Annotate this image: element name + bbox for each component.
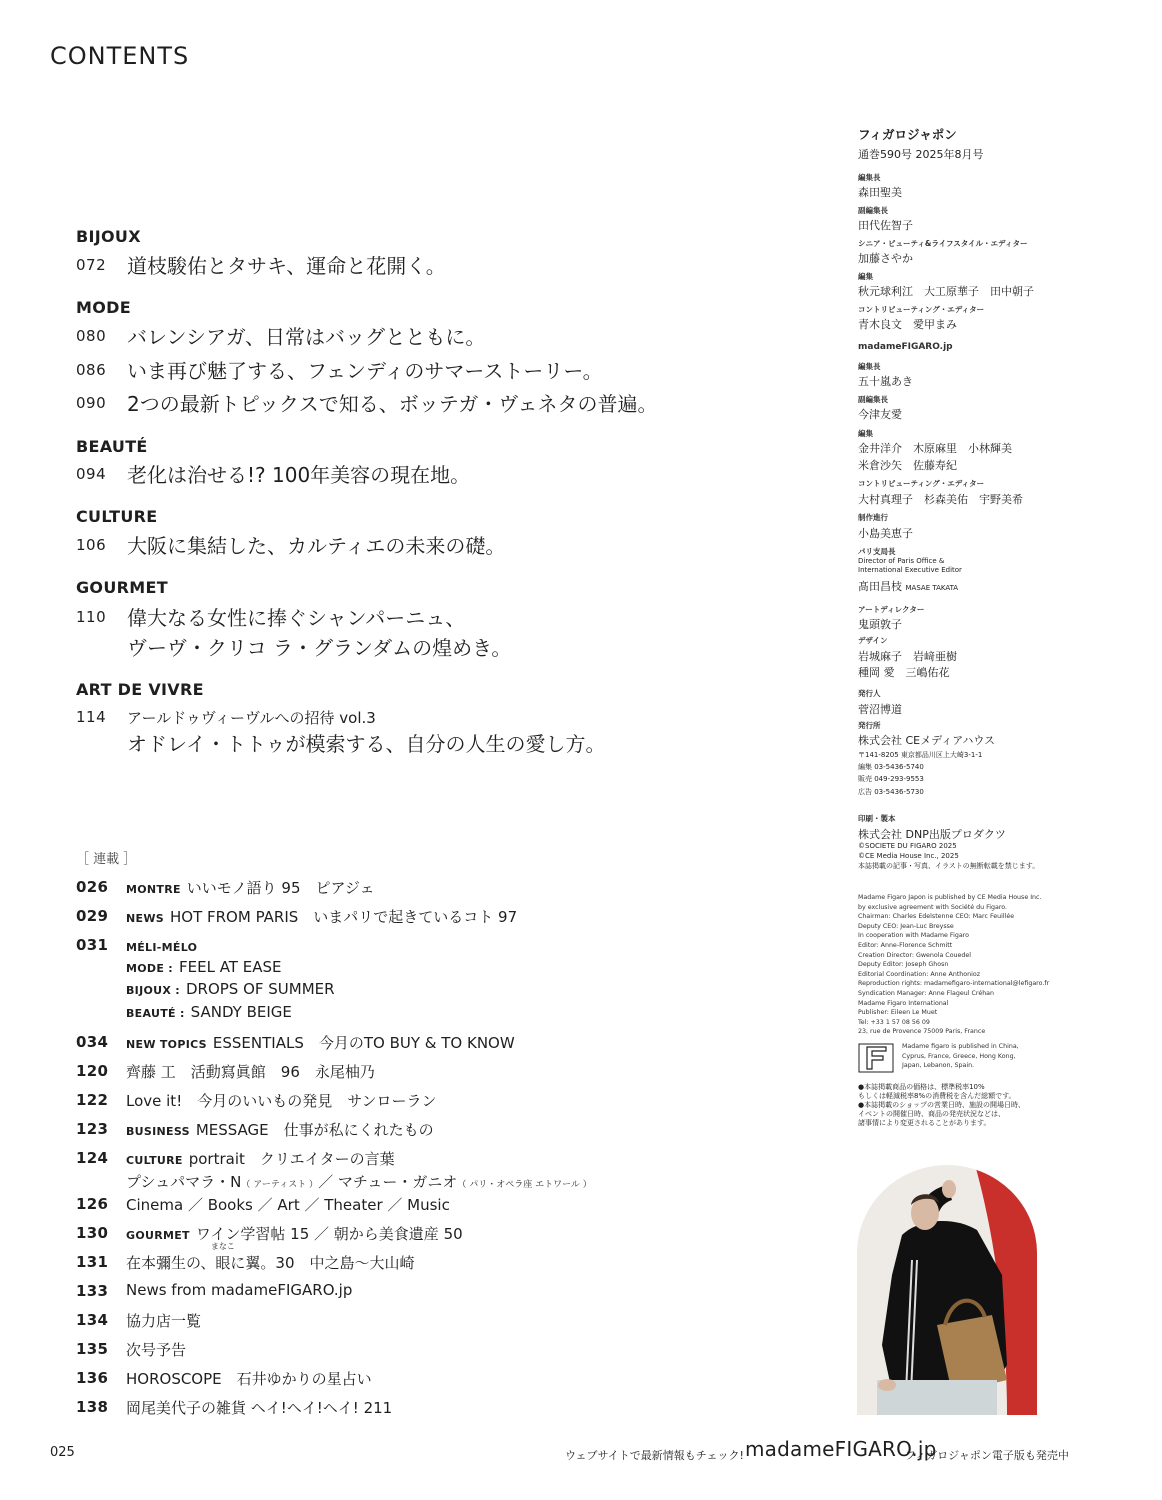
serial-page-number: 124: [76, 1149, 109, 1167]
serial-tag: MÉLI-MÉLO: [126, 941, 198, 954]
serial-text: FEEL AT EASE: [178, 958, 282, 976]
masthead-role: 制作進行: [858, 513, 888, 522]
serial-page-number: 130: [76, 1224, 109, 1242]
english-credit-line: Creation Director: Gwenola Couedel: [858, 951, 972, 959]
feature-title[interactable]: いま再び魅了する、フェンディのサマーストーリー。: [127, 359, 603, 383]
serial-text: いいモノ語り 95 ピアジェ: [186, 879, 375, 897]
masthead-name: 菅沼博道: [858, 703, 902, 716]
masthead-copyright: 本誌掲載の記事・写真、イラストの無断転載を禁じます。: [858, 862, 1040, 870]
masthead-role: 発行人: [858, 689, 881, 698]
masthead-name: 小島美恵子: [858, 527, 913, 540]
serial-item[interactable]: [126, 1032, 515, 1053]
serial-tag: BIJOUX :: [126, 984, 180, 997]
serial-tag: BEAUTÉ :: [126, 1007, 185, 1020]
masthead-name: 株式会社 CEメディアハウス: [858, 734, 996, 747]
section-heading-culture: CULTURE: [76, 507, 158, 526]
english-credit-line: Madame Figaro International: [858, 999, 949, 1007]
masthead-phone: 編集 03-5436-5740: [858, 763, 924, 771]
serial-page-number: 135: [76, 1340, 109, 1358]
feature-title[interactable]: 老化は治せる!? 100年美容の現在地。: [127, 463, 471, 487]
masthead-name: 加藤さやか: [858, 252, 913, 265]
feature-page-number: 086: [76, 361, 107, 379]
serial-page-number: 026: [76, 878, 109, 896]
ruby-base: 眼: [215, 1254, 231, 1272]
masthead-name: 岩城麻子 岩﨑亜樹: [858, 650, 957, 663]
serial-page-number: 034: [76, 1033, 109, 1051]
masthead-name: 金井洋介 木原麻里 小林輝美: [858, 442, 1012, 455]
price-note-line: 諸事情により変更されることがあります。: [858, 1119, 991, 1127]
serial-text: 齊藤 工 活動寫眞館 96 永尾柚乃: [126, 1063, 375, 1081]
serial-text: SANDY BEIGE: [190, 1003, 292, 1021]
masthead-role: シニア・ビューティ&ライフスタイル・エディター: [858, 239, 1028, 248]
published-in-line: Japan, Lebanon, Spain.: [902, 1062, 975, 1070]
serial-text: に翼。30 中之島〜大山崎: [230, 1254, 415, 1272]
masthead-role: 編集長: [858, 362, 881, 371]
serial-tag: BUSINESS: [126, 1125, 190, 1138]
serial-page-number: 134: [76, 1311, 109, 1329]
serial-subitem[interactable]: [126, 980, 335, 998]
published-in-line: Madame figaro is published in China,: [902, 1043, 1019, 1050]
english-credit-line: Tel: +33 1 57 08 56 09: [858, 1018, 930, 1026]
feature-title[interactable]: 2つの最新トピックスで知る、ボッテガ・ヴェネタの普遍。: [127, 392, 658, 416]
masthead-role: コントリビューティング・エディター: [858, 479, 985, 488]
serial-page-number: 123: [76, 1120, 109, 1138]
section-heading-bijoux: BIJOUX: [76, 227, 141, 246]
masthead-copyright: ©CE Media House Inc., 2025: [858, 852, 959, 860]
feature-page-number: 072: [76, 256, 107, 274]
published-in-note: [902, 1042, 1062, 1071]
serial-item[interactable]: [126, 877, 375, 898]
serial-item[interactable]: [126, 1061, 375, 1082]
feature-page-number: 094: [76, 465, 107, 483]
serial-page-number: 120: [76, 1062, 109, 1080]
website-link[interactable]: madameFIGARO.jp: [745, 1437, 937, 1461]
masthead-name: 株式会社 DNP出版プロダクツ: [858, 828, 1006, 841]
english-credit-line: Publisher: Eileen Le Muet: [858, 1009, 938, 1017]
masthead-role: 編集: [858, 429, 873, 438]
serial-text: HOT FROM PARIS いまパリで起きているコト 97: [169, 908, 518, 926]
masthead-role: 副編集長: [858, 395, 888, 404]
masthead-role: 副編集長: [858, 206, 888, 215]
masthead-role: デザイン: [858, 636, 888, 645]
serial-tiny-note: （ アーティスト ）: [241, 1180, 319, 1190]
serial-text: HOROSCOPE 石井ゆかりの星占い: [126, 1370, 372, 1388]
section-heading-art-de-vivre: ART DE VIVRE: [76, 680, 204, 699]
masthead-name: 鬼頭敦子: [858, 618, 902, 631]
masthead-role: 編集長: [858, 173, 881, 182]
masthead-name: 米倉沙矢 佐藤寿紀: [858, 459, 957, 472]
masthead-name: 秋元球利江 大工原華子 田中朝子: [858, 285, 1034, 298]
english-credit-line: Deputy CEO: Jean-Luc Breysse: [858, 922, 954, 930]
feature-title[interactable]: バレンシアガ、日常はバッグとともに。: [127, 325, 486, 349]
serial-text: 在本彌生の、: [126, 1254, 216, 1272]
masthead-paris-desc: International Executive Editor: [858, 566, 962, 574]
serial-page-number: 138: [76, 1398, 109, 1416]
english-credit-line: Deputy Editor: Joseph Ghosn: [858, 961, 949, 969]
masthead-web-title: madameFIGARO.jp: [858, 342, 953, 352]
serial-page-number: 031: [76, 936, 109, 954]
serial-tiny-note: （ パリ・オペラ座 エトワール ）: [457, 1180, 592, 1190]
price-note-line: もしくは軽減税率8%の消費税を含んだ総額です。: [858, 1092, 1016, 1100]
price-note-line: ●本誌掲載のショップの営業日時、施設の開場日時、: [858, 1101, 1025, 1109]
serial-item[interactable]: [126, 1242, 415, 1273]
serial-text: MESSAGE 仕事が私にくれたもの: [195, 1121, 434, 1139]
masthead-issue: 通巻590号 2025年8月号: [858, 148, 984, 161]
english-credit-line: In cooperation with Madame Figaro: [858, 932, 969, 940]
masthead-name: 田代佐智子: [858, 219, 913, 232]
feature-page-number: 114: [76, 708, 107, 726]
price-note-line: ●本誌掲載商品の価格は、標準税率10%: [858, 1083, 985, 1091]
serial-item[interactable]: [126, 1397, 392, 1418]
masthead-name: 今津友愛: [858, 408, 902, 421]
serial-tag: NEW TOPICS: [126, 1038, 207, 1051]
serial-text: News from madameFIGARO.jp: [126, 1281, 353, 1299]
serial-subitem[interactable]: [126, 1003, 292, 1021]
masthead-phone: 広告 03-5436-5730: [858, 788, 924, 796]
masthead-role: アートディレクター: [858, 605, 925, 614]
masthead-paris-name: 髙田昌枝: [858, 580, 902, 593]
serial-page-number: 131: [76, 1253, 109, 1271]
serial-page-number: 136: [76, 1369, 109, 1387]
serial-tag: MODE :: [126, 962, 173, 975]
feature-page-number: 106: [76, 536, 107, 554]
english-credit-line: Madame Figaro Japon is published by CE Media House Inc.: [858, 894, 1042, 901]
section-heading-gourmet: GOURMET: [76, 578, 168, 597]
masthead-role: 編集: [858, 272, 873, 281]
serial-text: portrait クリエイターの言葉: [188, 1150, 395, 1168]
masthead-name: 種岡 愛 三嶋佑花: [858, 666, 950, 679]
serial-item[interactable]: [126, 1281, 352, 1299]
serial-tag: NEWS: [126, 912, 164, 925]
serial-text: ESSENTIALS 今月のTO BUY & TO KNOW: [212, 1034, 515, 1052]
english-credit-line: Editorial Coordination: Anne Anthonioz: [858, 970, 981, 978]
masthead-paris-desc: Director of Paris Office &: [858, 557, 945, 565]
page-title: CONTENTS: [50, 42, 190, 70]
english-credit-line: Syndication Manager: Anne Flageul Créhan: [858, 989, 995, 997]
serial-item[interactable]: [126, 937, 203, 955]
madame-figaro-logo-icon: [858, 1043, 894, 1077]
masthead-name: [858, 578, 1098, 594]
feature-title[interactable]: 大阪に集結した、カルティエの未来の礎。: [127, 534, 506, 558]
price-notes: [858, 1083, 1098, 1128]
english-credit-line: 23, rue de Provence 75009 Paris, France: [858, 1028, 986, 1036]
serial-page-number: 126: [76, 1195, 109, 1213]
section-heading-beaute: BEAUTÉ: [76, 437, 148, 456]
masthead-address: 〒141-8205 東京都品川区上大崎3-1-1: [858, 751, 983, 759]
serial-tag: CULTURE: [126, 1154, 183, 1167]
english-credit-line: Chairman: Charles Edelstenne CEO: Marc Feuillée: [858, 913, 1015, 921]
feature-page-number: 090: [76, 394, 107, 412]
feature-page-number: 110: [76, 608, 107, 626]
ruby-reading: まなこ: [210, 1242, 235, 1251]
masthead-role: コントリビューティング・エディター: [858, 305, 985, 314]
serial-text: DROPS OF SUMMER: [185, 980, 335, 998]
masthead-phone: 販売 049-293-9553: [858, 775, 924, 783]
serial-tag: MONTRE: [126, 883, 181, 896]
page-number: 025: [50, 1445, 75, 1460]
serial-item[interactable]: [126, 1223, 463, 1244]
masthead-role: 印刷・製本: [858, 814, 896, 823]
english-credit-line: Editor: Anne-Florence Schmitt: [858, 941, 953, 949]
serial-item[interactable]: [126, 1194, 450, 1215]
serial-text: Cinema ／ Books ／ Art ／ Theater ／ Music: [126, 1196, 450, 1214]
published-in-line: Cyprus, France, Greece, Hong Kong,: [902, 1052, 1016, 1060]
masthead-copyright: ©SOCIETE DU FIGARO 2025: [858, 842, 957, 850]
serial-item[interactable]: [126, 1119, 434, 1140]
feature-title-line-2[interactable]: ヴーヴ・クリコ ラ・グランダムの煌めき。: [127, 636, 512, 660]
serial-text: プシュパマラ・N: [126, 1173, 242, 1191]
serial-item[interactable]: [126, 906, 517, 927]
serial-subitem[interactable]: [126, 958, 281, 976]
feature-subtitle: アールドゥヴィーヴルへの招待 vol.3: [127, 709, 376, 727]
arched-photo: [857, 1165, 1037, 1419]
masthead-english-credits: [858, 893, 1098, 1037]
serial-text: 岡尾美代子の雑貨 ヘイ!ヘイ!ヘイ! 211: [126, 1399, 393, 1417]
serial-item[interactable]: [126, 1368, 372, 1389]
serial-page-number: 122: [76, 1091, 109, 1109]
serial-text: 次号予告: [126, 1341, 187, 1359]
ruby-word: [210, 1242, 235, 1273]
serial-text: ワイン学習帖 15 ／ 朝から美食遺産 50: [195, 1225, 463, 1243]
masthead-paris-name-en: MASAE TAKATA: [905, 584, 959, 592]
masthead-name: 青木良文 愛甲まみ: [858, 318, 957, 331]
masthead-title: フィガロジャポン: [858, 127, 957, 142]
masthead-role: パリ支局長: [858, 547, 896, 556]
feature-title[interactable]: 道枝駿佑とタサキ、運命と花開く。: [127, 254, 446, 278]
serial-text: ／ マチュー・ガニオ: [318, 1173, 458, 1191]
feature-title[interactable]: 偉大なる女性に捧ぐシャンパーニュ、: [127, 606, 466, 630]
serial-item[interactable]: [126, 1339, 186, 1360]
serial-text: Love it! 今月のいいもの発見 サンローラン: [126, 1092, 437, 1110]
english-credit-line: Reproduction rights: madamefigaro-international@lefigaro.fr: [858, 980, 1050, 988]
serial-page-number: 133: [76, 1282, 109, 1300]
serial-heading: ［ 連載 ］: [76, 852, 137, 867]
masthead-name: 森田聖美: [858, 186, 902, 199]
website-note: ウェブサイトで最新情報もチェック!: [565, 1449, 744, 1462]
serial-text: 協力店一覧: [126, 1312, 202, 1330]
serial-subitem[interactable]: [126, 1171, 592, 1192]
serial-tag: GOURMET: [126, 1229, 190, 1242]
serial-item[interactable]: [126, 1310, 201, 1331]
masthead-name: 大村真理子 杉森美佑 宇野美希: [858, 493, 1023, 506]
digital-edition-note: フィガロジャポン電子版も発売中: [905, 1449, 1069, 1462]
section-heading-mode: MODE: [76, 298, 131, 317]
serial-item[interactable]: [126, 1090, 436, 1111]
masthead-name: 五十嵐あき: [858, 375, 913, 388]
feature-title[interactable]: オドレイ・トトゥが模索する、自分の人生の愛し方。: [127, 732, 606, 756]
masthead-role: 発行所: [858, 721, 881, 730]
price-note-line: イベントの開催日時、商品の発売状況などは、: [858, 1110, 1005, 1118]
feature-page-number: 080: [76, 327, 107, 345]
english-credit-line: by exclusive agreement with Société du Figaro.: [858, 903, 1008, 911]
serial-item[interactable]: [126, 1148, 395, 1169]
serial-page-number: 029: [76, 907, 109, 925]
